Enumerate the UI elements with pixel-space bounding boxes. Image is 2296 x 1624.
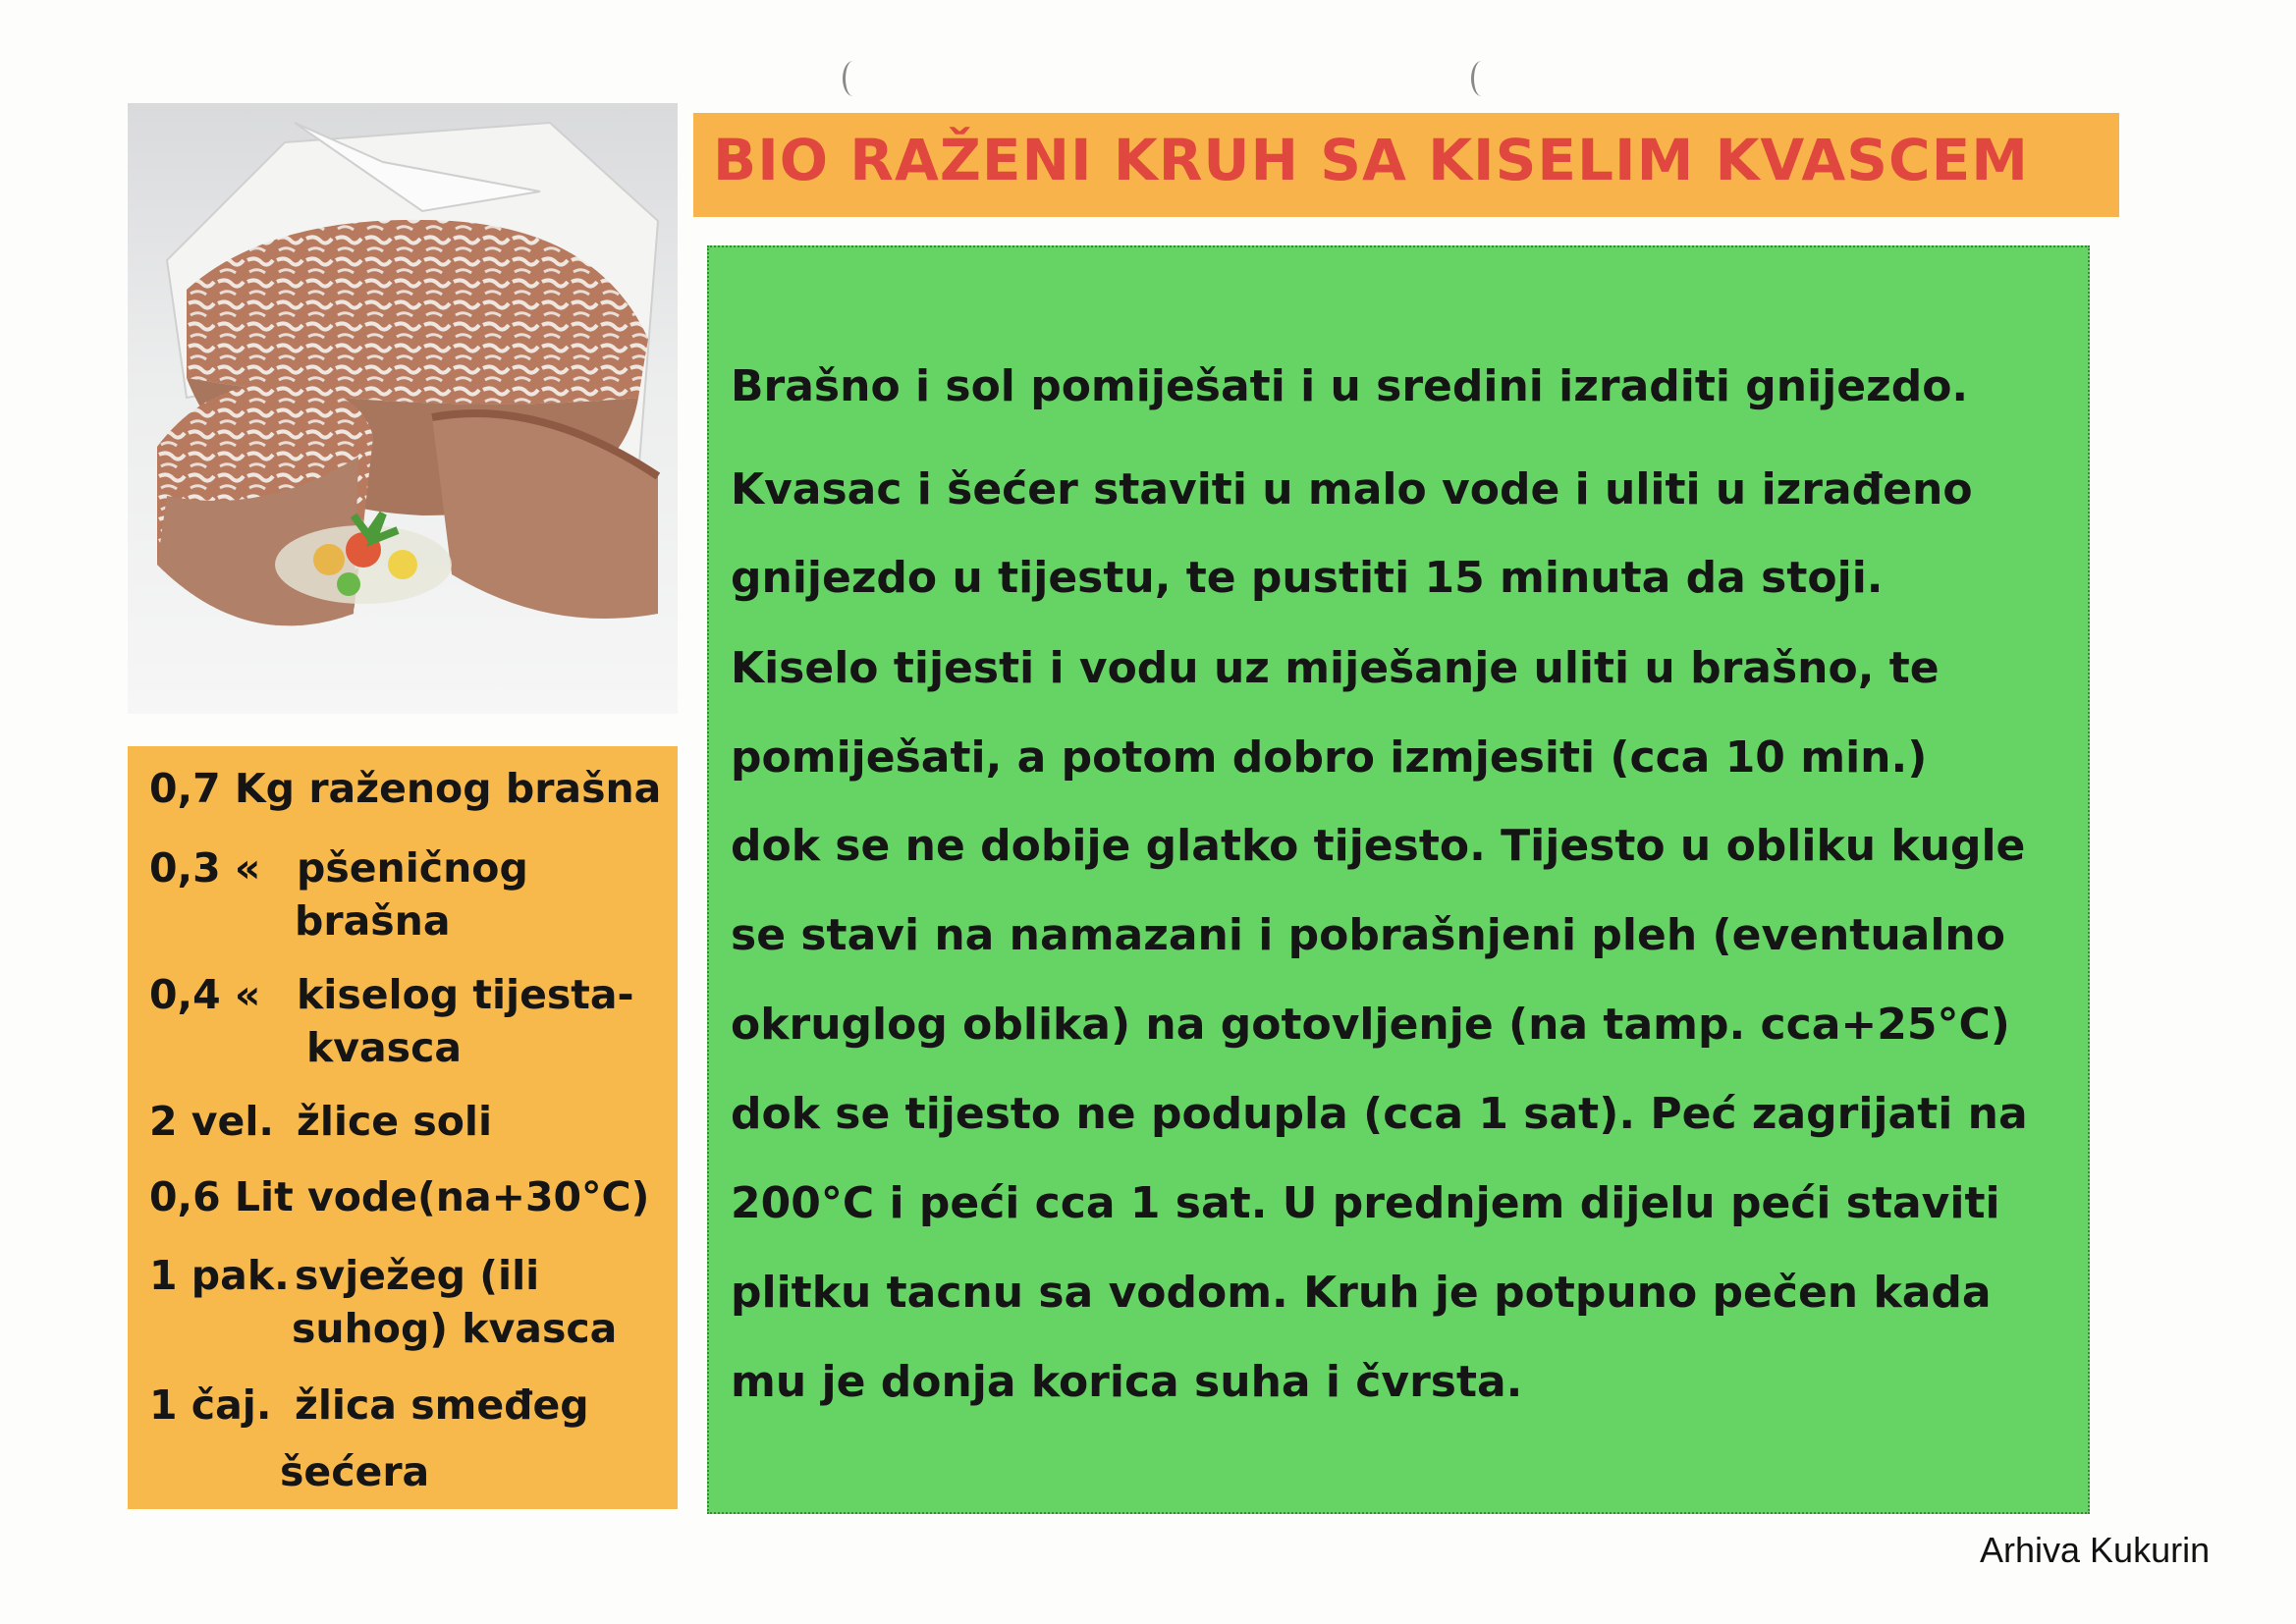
ingredient-item	[149, 762, 661, 815]
ingredient-text: žlice soli	[297, 1098, 493, 1145]
ingredient-item	[149, 1379, 589, 1498]
ingredient-item	[149, 1170, 649, 1223]
ingredient-text: raženog brašna	[308, 765, 662, 812]
method-line: mu je donja korica suha i čvrsta.	[731, 1357, 1523, 1407]
ingredient-item	[149, 1095, 492, 1148]
ingredient-text-continued: šećera	[280, 1448, 430, 1495]
ingredient-text: žlica smeđeg	[295, 1381, 589, 1429]
recipe-title: BIO RAŽENI KRUH SA KISELIM KVASCEM	[713, 127, 2029, 193]
method-line: Kiselo tijesti i vodu uz miješanje uliti u brašno, te	[731, 643, 1940, 693]
ingredient-text: kiselog tijesta-	[297, 971, 634, 1018]
ingredient-qty: 0,3 «	[149, 844, 261, 892]
method-line: 200°C i peći cca 1 sat. U prednjem dijelu peći staviti	[731, 1178, 2000, 1228]
method-line: Kvasac i šećer staviti u malo vode i uliti u izrađeno	[731, 464, 1973, 514]
ingredient-qty: 1 čaj.	[149, 1381, 272, 1429]
method-line: se stavi na namazani i pobrašnjeni pleh (eventualno	[731, 910, 2005, 960]
ingredient-text: svježeg (ili	[295, 1252, 540, 1299]
ingredient-item	[149, 968, 634, 1074]
method-line: gnijezdo u tijestu, te pustiti 15 minuta da stoji.	[731, 553, 1884, 603]
method-line: plitku tacnu sa vodom. Kruh je potpuno pečen kada	[731, 1268, 1992, 1318]
ingredient-qty: 0,7 Kg	[149, 765, 296, 812]
ingredient-qty: 1 pak.	[149, 1252, 290, 1299]
ingredients-box	[128, 746, 678, 1509]
ingredient-item	[149, 841, 528, 947]
method-line: pomiješati, a potom dobro izmjesiti (cca 10 min.)	[731, 732, 1928, 783]
ingredient-text-continued: kvasca	[306, 1024, 463, 1071]
ingredient-text: vode(na+30°C)	[306, 1173, 650, 1220]
method-line: dok se tijesto ne podupla (cca 1 sat). Peć zagrijati na	[731, 1089, 2028, 1139]
method-line: okruglog oblika) na gotovljenje (na tamp. cca+25°C)	[731, 1000, 2010, 1050]
method-line: dok se ne dobije glatko tijesto. Tijesto u obliku kugle	[731, 821, 2026, 871]
recipe-title-bar	[693, 113, 2119, 217]
ingredient-qty: 0,6 Lit	[149, 1173, 294, 1220]
ingredient-item	[149, 1249, 617, 1355]
ingredient-text: pšeničnog	[297, 844, 528, 892]
ingredient-qty: 0,4 «	[149, 971, 261, 1018]
ingredient-qty: 2 vel.	[149, 1098, 274, 1145]
ingredient-text-continued: suhog) kvasca	[292, 1305, 618, 1352]
ingredient-text-continued: brašna	[295, 897, 451, 945]
punch-hole-right	[1471, 61, 1492, 96]
method-line: Brašno i sol pomiješati i u sredini izraditi gnijezdo.	[731, 361, 1969, 411]
bread-illustration	[128, 103, 678, 714]
archive-credit: Arhiva Kukurin	[1980, 1530, 2211, 1570]
method-box	[707, 245, 2090, 1514]
bread-photo	[128, 103, 678, 714]
punch-hole-left	[843, 61, 863, 96]
